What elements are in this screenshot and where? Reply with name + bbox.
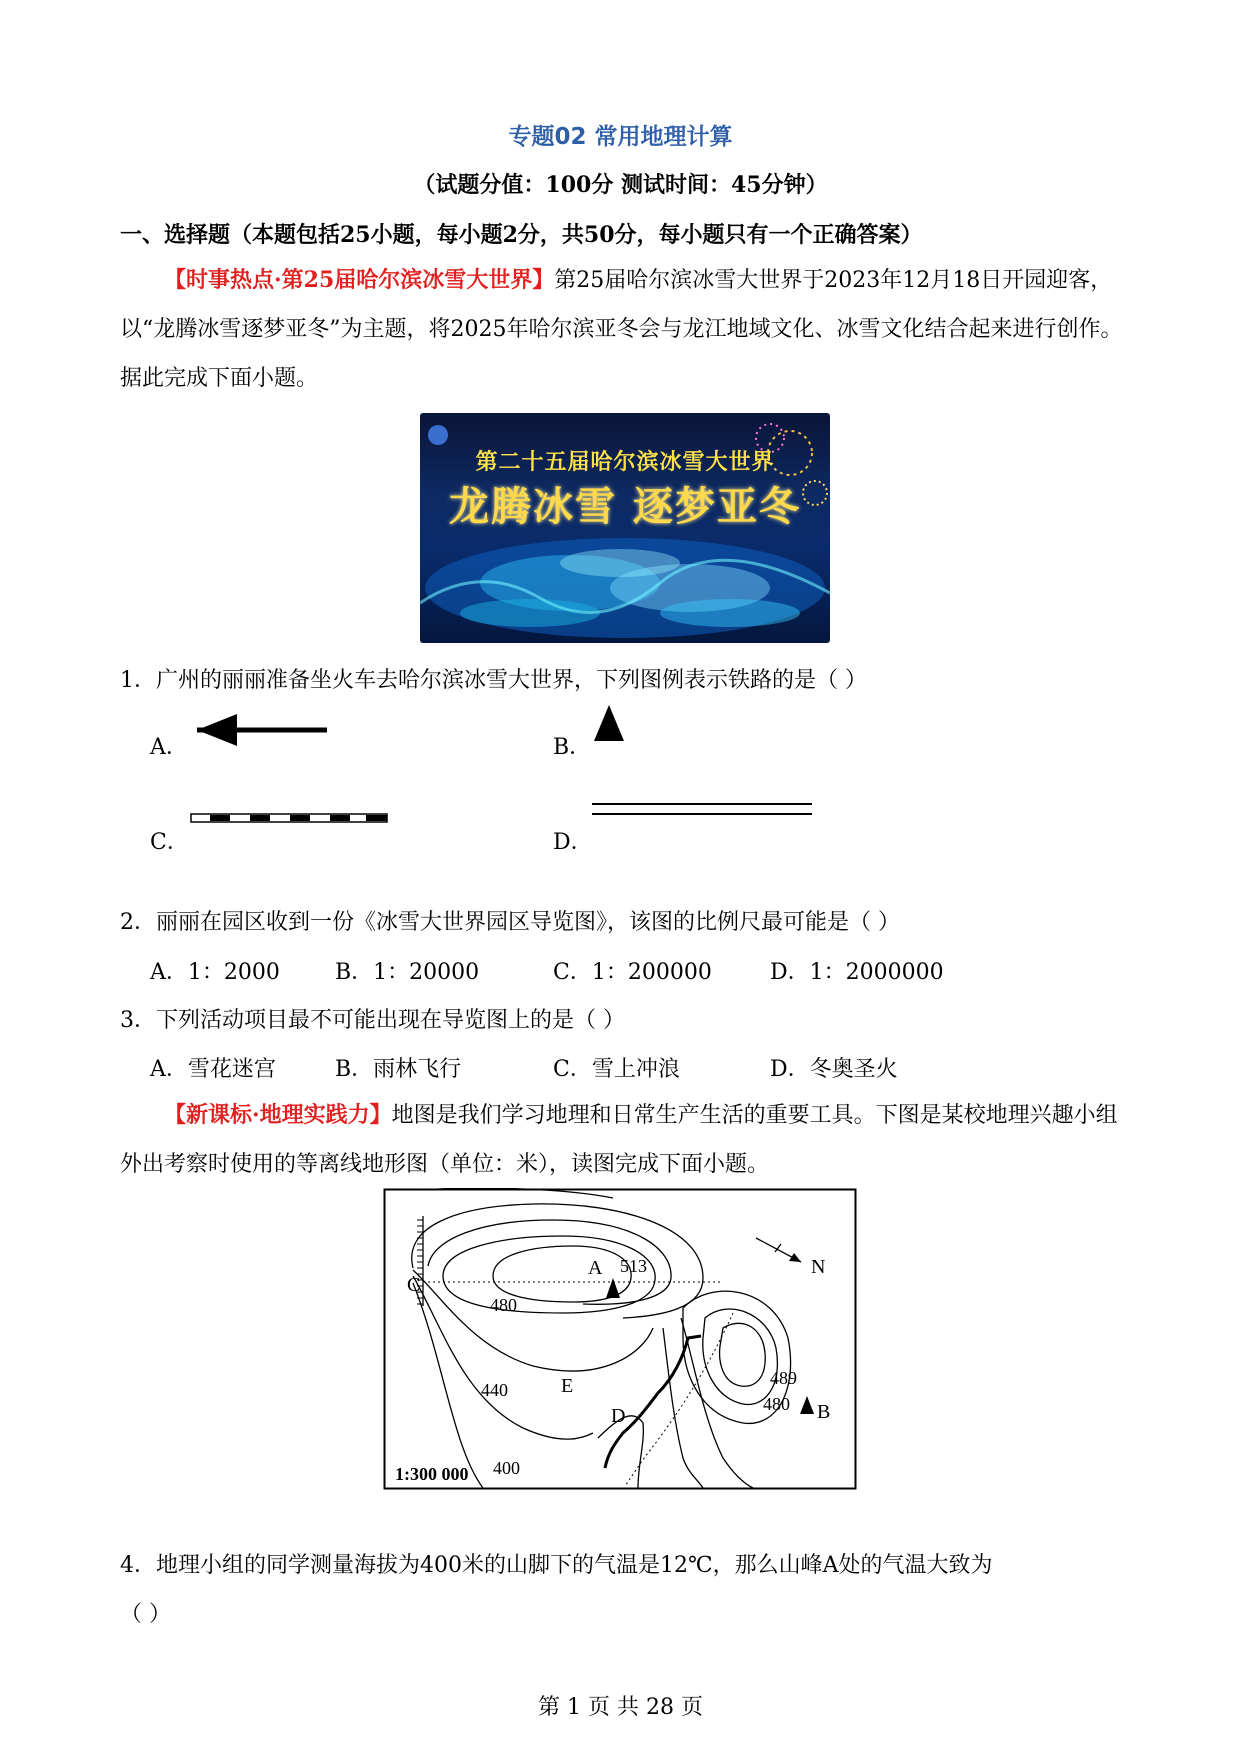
- map-contour-480-right: 480: [763, 1394, 790, 1414]
- railway-symbol-icon: [190, 812, 390, 826]
- page-footer: 第 1 页 共 28 页: [538, 1695, 703, 1720]
- q3-option-a: A．雪花迷宫: [150, 1057, 276, 1082]
- map-scale: 1:300 000: [395, 1464, 469, 1484]
- question-3: 3．下列活动项目最不可能出现在导览图上的是（ ）: [120, 1008, 625, 1033]
- banner-line-2: 龙腾冰雪 逐梦亚冬: [449, 484, 801, 530]
- q1-option-c-label: C．: [150, 830, 189, 855]
- map-elev-b: 489: [770, 1368, 797, 1388]
- question-4: 4．地理小组的同学测量海拔为400米的山脚下的气温是12℃，那么山峰A处的气温大致为: [120, 1553, 993, 1578]
- question-4-paren: （ ）: [120, 1602, 171, 1627]
- peak-triangle-icon: [592, 703, 626, 743]
- banner-line-1: 第二十五届哈尔滨冰雪大世界: [475, 450, 775, 475]
- q1-option-d-label: D．: [553, 830, 593, 855]
- double-line-icon: [590, 800, 815, 818]
- ice-world-banner-image: [420, 413, 830, 643]
- intro2-text: 地图是我们学习地理和日常生产生活的重要工具。下图是某校地理兴趣小组外出考察时使用的等离线地形图（单位：米），读图完成下面小题。: [120, 1103, 1118, 1177]
- map-elev-a: 513: [620, 1256, 647, 1276]
- exam-info: （试题分值：100分 测试时间：45分钟）: [413, 172, 828, 198]
- q1-option-a-label: A．: [150, 735, 188, 760]
- contour-map: [383, 1188, 857, 1490]
- intro-hot-topic: [120, 256, 1130, 403]
- q2-option-b: B．1：20000: [335, 960, 480, 985]
- section-heading: 一、选择题（本题包括25小题，每小题2分，共50分，每小题只有一个正确答案）: [120, 222, 923, 248]
- question-2: 2．丽丽在园区收到一份《冰雪大世界园区导览图》，该图的比例尺最可能是（ ）: [120, 910, 900, 935]
- map-label-c: C: [407, 1274, 421, 1296]
- map-label-b: B: [817, 1401, 831, 1423]
- map-label-d: D: [611, 1405, 626, 1427]
- intro-tag: 【时事热点·第25届哈尔滨冰雪大世界】: [164, 267, 555, 293]
- q3-option-c: C．雪上冲浪: [553, 1057, 680, 1082]
- q3-option-b: B．雨林飞行: [335, 1057, 462, 1082]
- q2-option-a: A．1：2000: [150, 960, 280, 985]
- q2-option-d: D．1：2000000: [770, 960, 944, 985]
- q2-option-c: C．1：200000: [553, 960, 712, 985]
- intro2-tag: 【新课标·地理实践力】: [164, 1102, 392, 1128]
- map-contour-400: 400: [493, 1458, 520, 1478]
- page-title: 专题02 常用地理计算: [508, 124, 733, 150]
- intro-text: 第25届哈尔滨冰雪大世界于2023年12月18日开园迎客，以“龙腾冰雪逐梦亚冬”为主题，将2025年哈尔滨亚冬会与龙江地域文化、冰雪文化结合起来进行创作。据此完成下面小题。: [120, 268, 1123, 391]
- map-north-label: N: [811, 1256, 826, 1278]
- intro-practice: [120, 1091, 1130, 1189]
- q3-option-d: D．冬奥圣火: [770, 1057, 898, 1082]
- q1-option-b-label: B．: [553, 735, 592, 760]
- question-1: 1．广州的丽丽准备坐火车去哈尔滨冰雪大世界，下列图例表示铁路的是（ ）: [120, 668, 867, 693]
- arrow-symbol-icon: [192, 712, 332, 748]
- map-label-a: A: [588, 1257, 603, 1279]
- map-contour-440: 440: [481, 1380, 508, 1400]
- map-contour-480-left: 480: [490, 1295, 517, 1315]
- map-label-e: E: [561, 1375, 574, 1397]
